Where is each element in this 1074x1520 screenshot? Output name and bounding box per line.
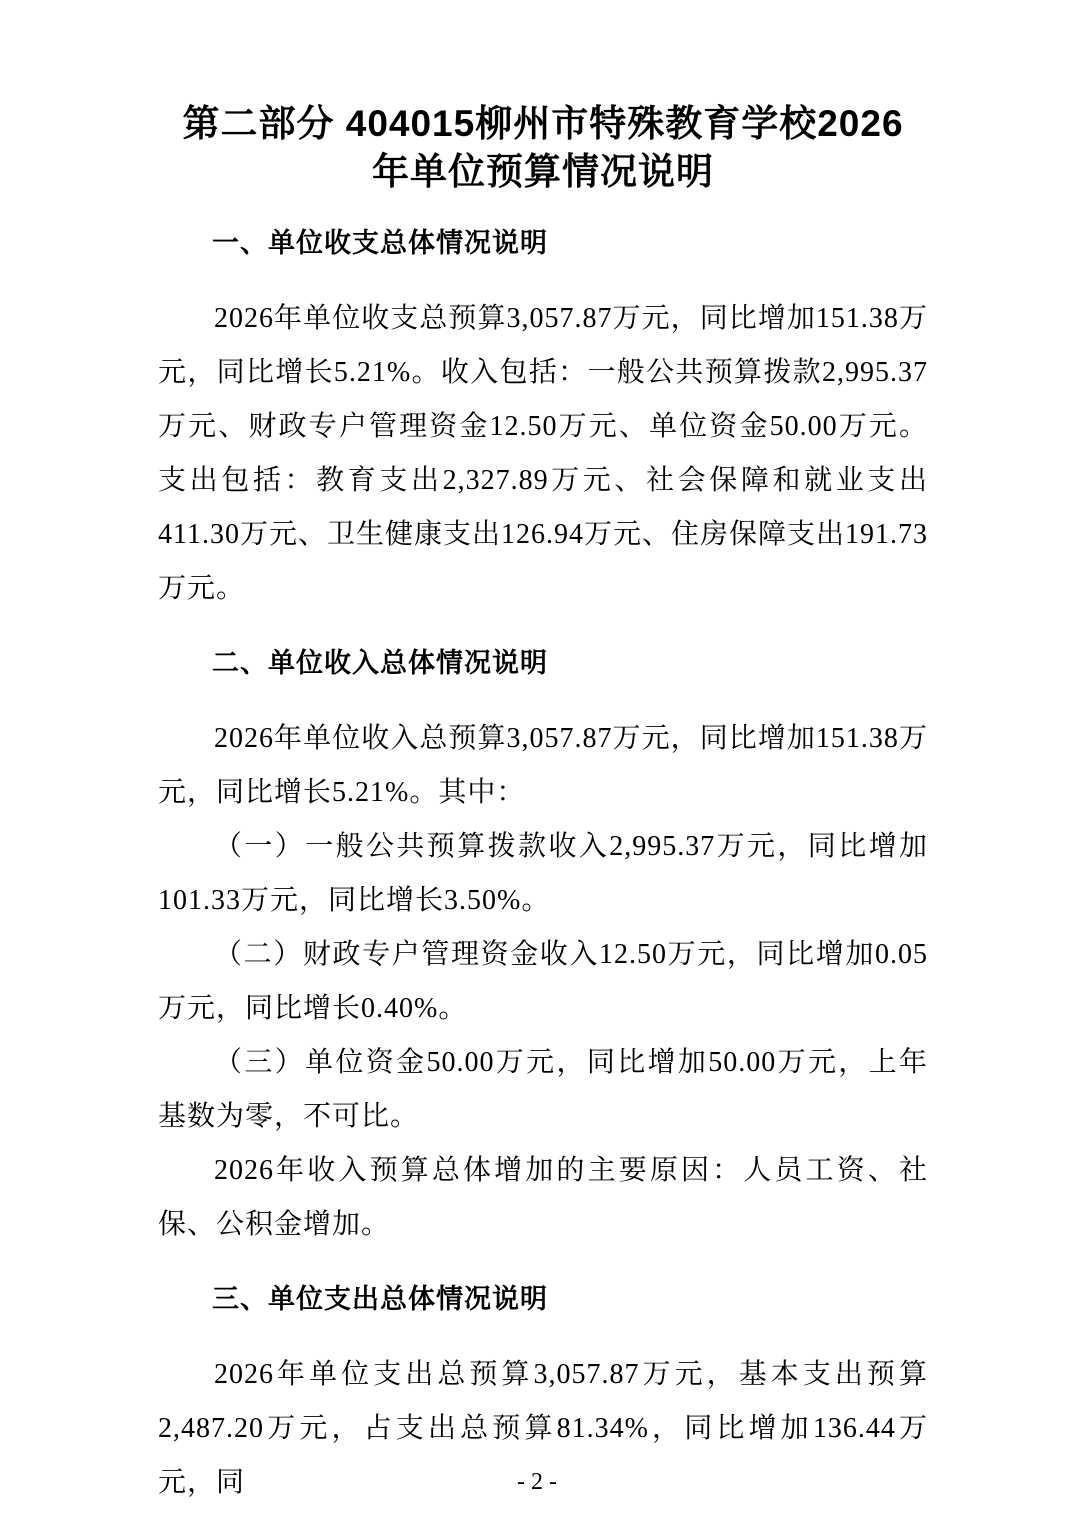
document-title [158, 100, 928, 196]
section-2-paragraph-5: 2026年收入预算总体增加的主要原因：人员工资、社保、公积金增加。 [158, 1155, 928, 1240]
document-title-line2: 年单位预算情况说明 [372, 151, 714, 192]
page-number: - 2 - [517, 1469, 557, 1495]
section-1-paragraph-1: 2026年单位收支总预算3,057.87万元，同比增加151.38万元，同比增长5.21%。收入包括：一般公共预算拨款2,995.37万元、财政专户管理资金12.50万元、单位资金50.00万元。支出包括：教育支出2,327.89万元、社会保障和就业支出411.30万元、卫生健康支出126.94万元、住房保障支出191.73万元。 [158, 303, 928, 604]
document-title-line1: 第二部分 404015柳州市特殊教育学校2026 [182, 103, 904, 144]
section-2-paragraph-2: （一）一般公共预算拨款收入2,995.37万元，同比增加101.33万元，同比增长3.50%。 [158, 831, 928, 916]
section-overall-income-expenditure [158, 216, 928, 616]
section-2-paragraph-1: 2026年单位收入总预算3,057.87万元，同比增加151.38万元，同比增长5.21%。其中： [158, 723, 928, 808]
section-overall-income [158, 636, 928, 1252]
page-footer [0, 1466, 1074, 1498]
section-1-heading: 一、单位收支总体情况说明 [212, 228, 548, 258]
section-3-heading: 三、单位支出总体情况说明 [212, 1284, 548, 1314]
section-2-paragraph-3: （二）财政专户管理资金收入12.50万元，同比增加0.05万元，同比增长0.40%。 [158, 939, 928, 1024]
section-2-heading: 二、单位收入总体情况说明 [212, 648, 548, 678]
section-2-paragraph-4: （三）单位资金50.00万元，同比增加50.00万元，上年基数为零，不可比。 [158, 1047, 928, 1132]
section-3-paragraph-1: 2026年单位支出总预算3,057.87万元，基本支出预算2,487.20万元，占支出总预算81.34%，同比增加136.44万元，同 [158, 1359, 928, 1498]
